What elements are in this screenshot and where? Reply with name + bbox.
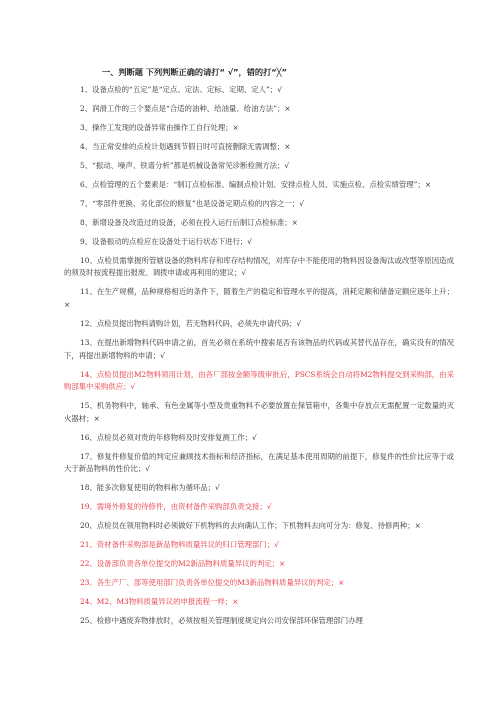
question-item: 20、点检员在领用物料时必须做好下机物料的去向确认工作；下机物料去向可分为：修复、待修两种；× xyxy=(80,521,421,531)
question-item: 16、点检员必须对贵的年修物料及时安排复测工作；√ xyxy=(80,432,257,442)
question-item: 4、当正常安排的点检计划遇到节假日时可直接删除无需调整；× xyxy=(80,141,291,151)
question-item: 23、各生产厂、部等使用部门负责各单位提交的M3新品物料质量异议的判定；× xyxy=(80,578,345,588)
question-item: 13、在提出新增物料代码申请之前，首先必须在系统中搜索是否有该物品的代码或其替代品存在，确实没有的情况下，再提出新增物料的申请；√ xyxy=(64,338,454,360)
section-heading: 一、判断题 下列判断正确的请打“ √”，错的打“╳” xyxy=(102,67,287,77)
question-item: 9、设备振动的点检应在设备处于运行状态下进行；√ xyxy=(80,236,253,246)
question-item: 10、点检员需掌握所管辖设备的物料库存和库存结构情况，对库存中不能使用的物料因设备淘汰或改型等原因造成的须及时按流程提出报废、调拨申请或再利用的建议；√ xyxy=(64,255,454,278)
question-list xyxy=(64,84,454,628)
question-item: 3、操作工发现的设备异常由操作工自行处理；× xyxy=(80,122,239,132)
question-item: 8、新增设备及改造过的设备，必须在投入运行后制订点检标准；× xyxy=(80,217,298,227)
question-item: 18、能多次修复使用的物料称为循环品；√ xyxy=(80,483,220,493)
question-item: 21、资材备件采购部是新品物料质量异议的归口管理部门；√ xyxy=(80,540,279,550)
question-item: 17、修复件修复价值的判定应兼顾技术指标和经济指标，在满足基本使用周期的前提下，修复件的性价比应等于或大于新品物料的性价比；√ xyxy=(64,451,454,474)
question-item: 19、需境外修复的待修件，由资材备件采购部负责交接；√ xyxy=(80,502,272,512)
question-item: 22、设备部负责各单位提交的M2新品物料质量异议的判定；× xyxy=(80,559,286,569)
question-item: 7、“零部件更换、劣化部位的修复”也是设备定期点检的内容之一；√ xyxy=(80,198,304,208)
question-item: 11、在生产规模，品种规格相近的条件下，随着生产的稳定和管理水平的提高，消耗定额和储备定额应逐年上升；× xyxy=(64,287,454,310)
question-item: 1、设备点检的“五定”是“定点、定法、定标、定期、定人”；√ xyxy=(80,85,282,94)
question-item: 5、“振动、噪声、铁谱分析”都是机械设备常见诊断检测方法；√ xyxy=(80,160,290,170)
question-item: 12、点检员提出物料请购计划，若无物料代码，必须先申请代码；√ xyxy=(80,319,302,329)
question-item: 2、润滑工作的三个要点是“合适的油种、给油量、给油方法”；× xyxy=(80,103,291,113)
question-item: 15、机务物料中，轴承、有色金属等小型及贵重物料不必要放置在保管箱中，各集中存放点无需配置一定数量的灭火器材；× xyxy=(64,401,454,423)
question-item: 14、点检员提出M2物料领用计划，由各厂部按金额等级审批后，PSCS系统会自动将M2物料提交到采购部，由采购部集中采购供应；√ xyxy=(64,369,454,392)
question-item: 6、点检管理的五个要素是：“制订点检标准、编制点检计划、安排点检人员、实施点检、点检实绩管理”；× xyxy=(80,179,432,189)
question-item: 24、M2、M3物料质量异议的申报流程一样；× xyxy=(80,597,239,607)
question-item: 25、检修中遇废弃物排放时，必须按相关管理制度规定向公司安保部环保管理部门办理 xyxy=(80,616,363,626)
